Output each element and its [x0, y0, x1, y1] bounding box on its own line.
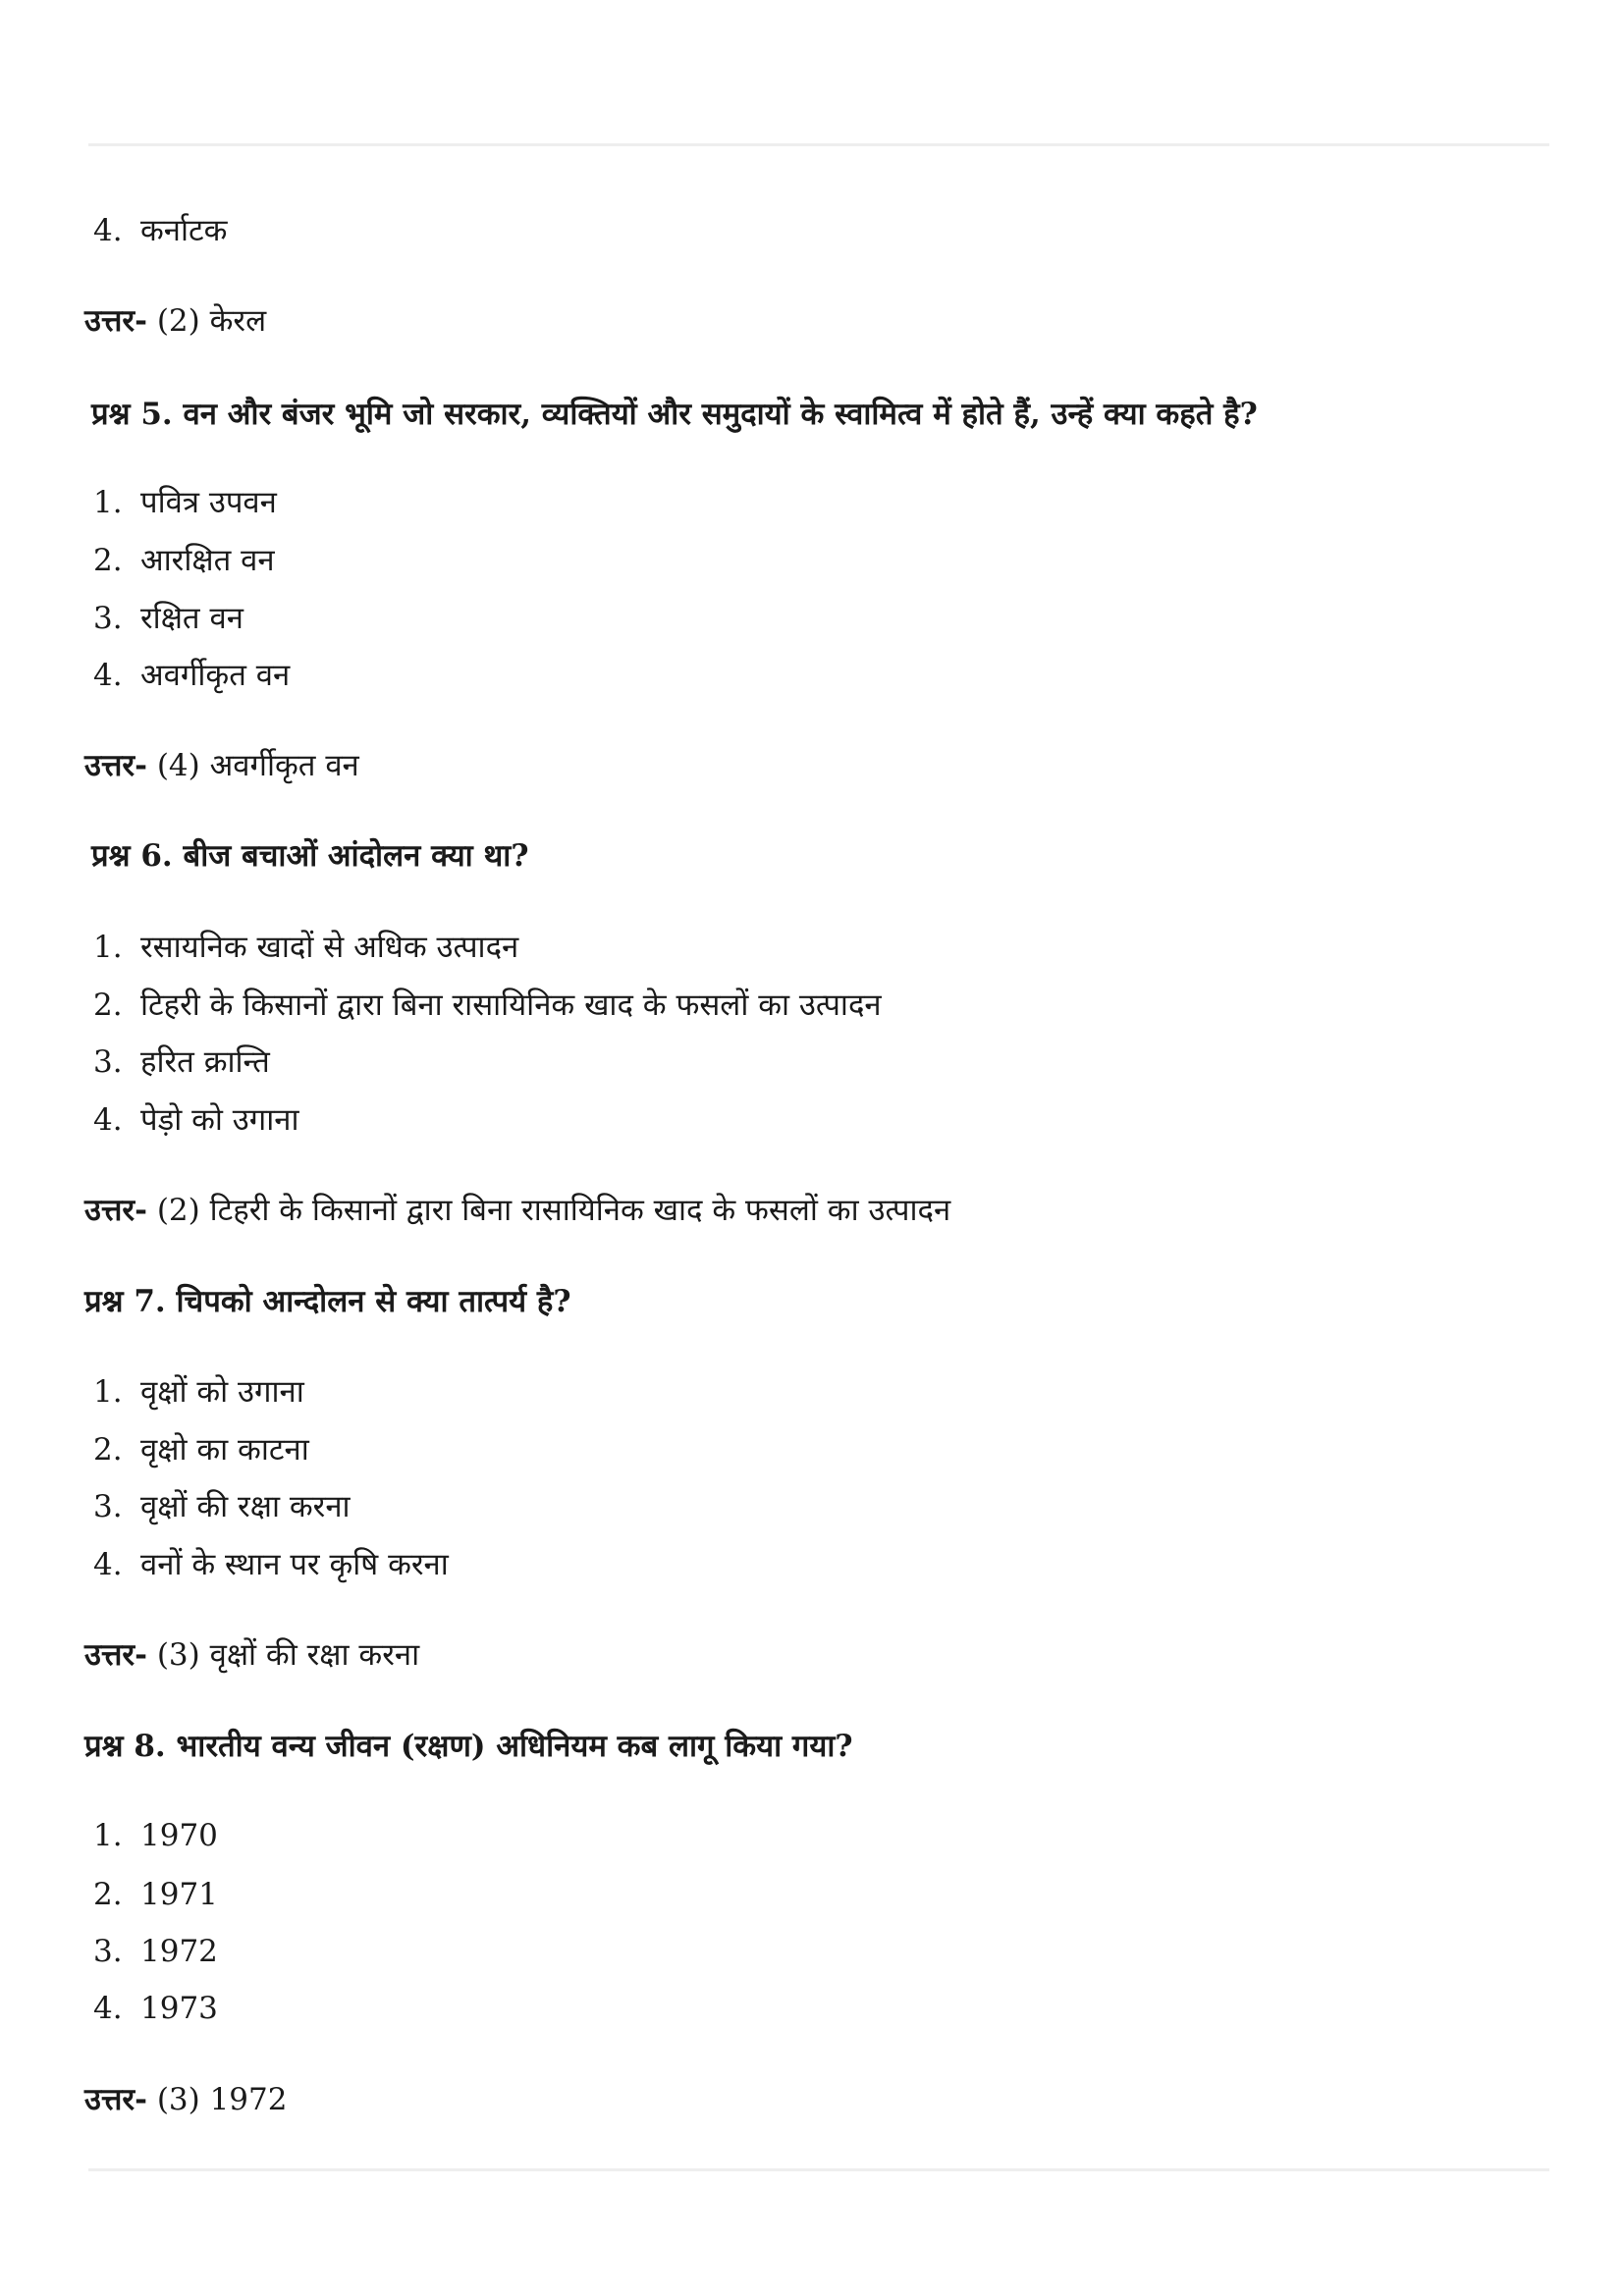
option-item — [93, 928, 518, 967]
answer-line — [84, 2080, 287, 2119]
option-text: पवित्र उपवन — [140, 485, 277, 520]
option-number: 4. — [93, 658, 123, 693]
option-item — [93, 483, 277, 522]
answer-line — [84, 301, 266, 341]
option-text: रक्षित वन — [140, 601, 243, 636]
option-item — [93, 1989, 218, 2028]
option-text: टिहरी के किसानों द्वारा बिना रासायिनिक खाद के फसलों का उत्पादन — [140, 988, 882, 1023]
option-number: 2. — [93, 988, 123, 1023]
option-number: 3. — [93, 1934, 123, 1969]
option-text: वृक्षों को उगाना — [140, 1374, 304, 1410]
answer-text: (3) 1972 — [146, 2082, 288, 2117]
bottom-divider — [88, 2168, 1549, 2171]
option-text: हरित क्रान्ति — [140, 1044, 270, 1080]
option-number: 4. — [93, 1547, 123, 1582]
option-text: पेड़ो को उगाना — [140, 1102, 299, 1138]
option-text: वनों के स्थान पर कृषि करना — [140, 1547, 449, 1582]
option-number: 1. — [93, 1818, 123, 1853]
option-text: आरक्षित वन — [140, 543, 275, 578]
option-item — [93, 211, 227, 250]
option-number: 4. — [93, 1991, 123, 2026]
option-number: 2. — [93, 1877, 123, 1912]
question-title: प्रश्न 6. बीज बचाओं आंदोलन क्या था? — [91, 838, 529, 874]
question-title: प्रश्न 7. चिपको आन्दोलन से क्या तात्पर्य है? — [84, 1284, 571, 1319]
question-title: प्रश्न 8. भारतीय वन्य जीवन (रक्षण) अधिनियम कब लागू किया गया? — [84, 1729, 853, 1764]
answer-line — [84, 746, 359, 785]
answer-text: (4) अवर्गीकृत वन — [146, 748, 359, 783]
option-item — [93, 656, 290, 695]
option-text: अवर्गीकृत वन — [140, 658, 291, 693]
option-item — [93, 541, 275, 580]
option-text: 1973 — [140, 1991, 218, 2026]
option-item — [93, 1100, 298, 1140]
answer-label: उत्तर- — [84, 2082, 147, 2117]
option-text: रसायनिक खादों से अधिक उत्पादन — [140, 930, 519, 965]
question-title: प्रश्न 5. वन और बंजर भूमि जो सरकार, व्यक्तियों और समुदायों के स्वामित्व में होते हैं, उन्हें क्या कहते है? — [91, 397, 1258, 432]
option-number: 1. — [93, 930, 123, 965]
answer-line — [84, 1191, 950, 1230]
option-number: 3. — [93, 1489, 123, 1524]
option-text: 1972 — [140, 1934, 218, 1969]
option-item — [93, 1932, 218, 1971]
option-text: वृक्षो का काटना — [140, 1432, 309, 1468]
answer-text: (2) टिहरी के किसानों द्वारा बिना रासायिनिक खाद के फसलों का उत्पादन — [146, 1193, 951, 1228]
option-text: वृक्षों की रक्षा करना — [140, 1489, 351, 1524]
option-number: 2. — [93, 1432, 123, 1468]
option-text: 1971 — [140, 1877, 218, 1912]
answer-text: (2) केरल — [146, 303, 267, 339]
answer-label: उत्तर- — [84, 303, 147, 339]
option-item — [93, 1545, 449, 1584]
option-item — [93, 1487, 351, 1526]
option-number: 3. — [93, 601, 123, 636]
option-text: कर्नाटक — [140, 213, 228, 248]
option-number: 2. — [93, 543, 123, 578]
answer-label: उत्तर- — [84, 1637, 147, 1673]
option-item — [93, 986, 882, 1025]
option-number: 4. — [93, 1102, 123, 1138]
top-divider — [88, 143, 1549, 146]
option-number: 1. — [93, 485, 123, 520]
option-number: 3. — [93, 1044, 123, 1080]
option-item — [93, 1042, 270, 1082]
option-item — [93, 1372, 304, 1412]
option-text: 1970 — [140, 1818, 218, 1853]
option-number: 4. — [93, 213, 123, 248]
option-item — [93, 1875, 218, 1914]
answer-line — [84, 1635, 419, 1675]
option-item — [93, 1430, 309, 1469]
option-item — [93, 599, 243, 638]
answer-label: उत्तर- — [84, 1193, 147, 1228]
answer-label: उत्तर- — [84, 748, 147, 783]
answer-text: (3) वृक्षों की रक्षा करना — [146, 1637, 420, 1673]
option-item — [93, 1816, 218, 1855]
option-number: 1. — [93, 1374, 123, 1410]
